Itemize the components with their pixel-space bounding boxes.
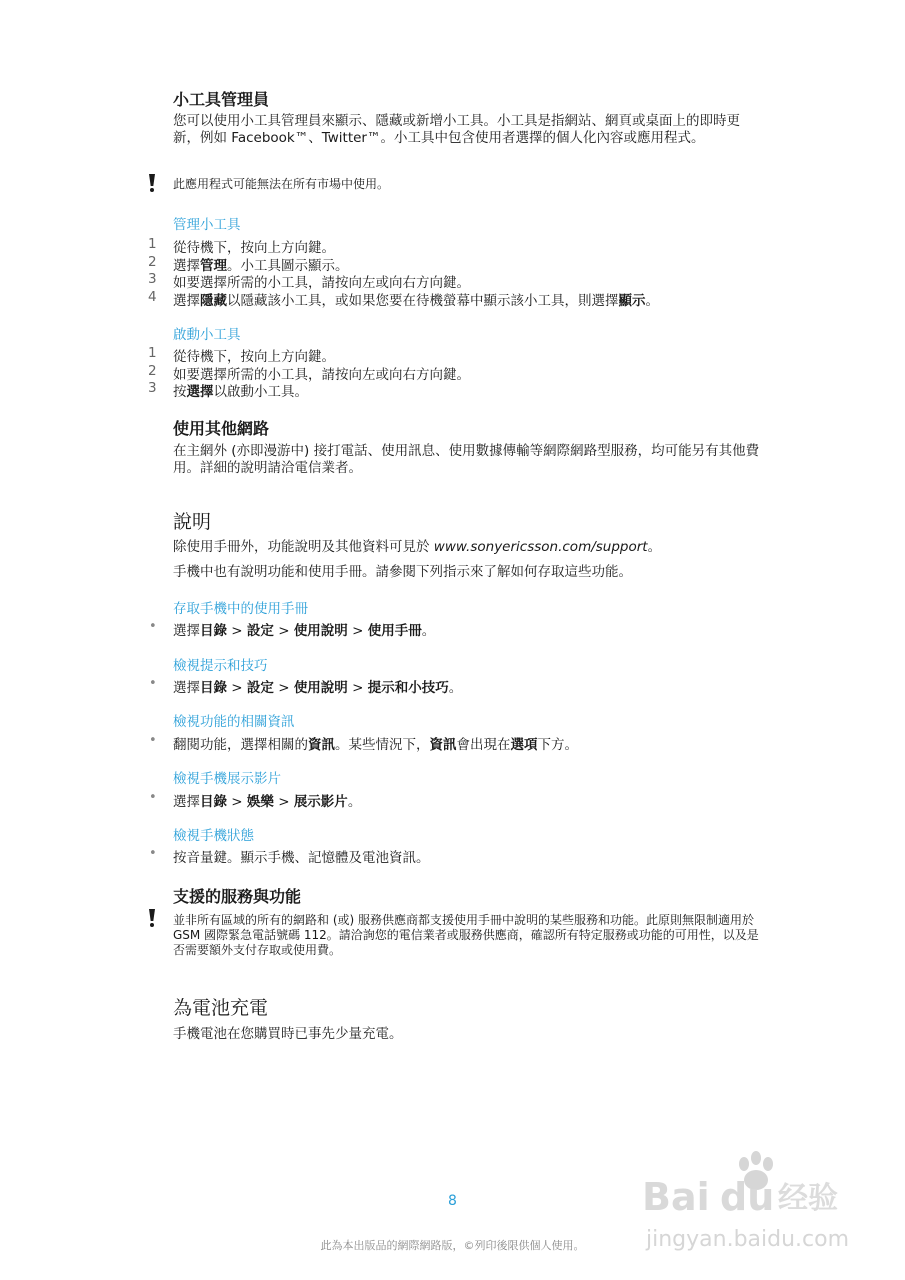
step-text: 選擇隱藏以隱藏該小工具，或如果您要在待機螢幕中顯示該小工具，則選擇顯示。 bbox=[173, 293, 659, 309]
subheading-manage-widgets: 管理小工具 bbox=[173, 217, 241, 233]
step-text: 按選擇以啟動小工具。 bbox=[173, 384, 308, 400]
help-item-text: 選擇目錄 > 娛樂 > 展示影片。 bbox=[173, 794, 362, 810]
step-text: 從待機下，按向上方向鍵。 bbox=[173, 240, 335, 256]
bullet-icon: • bbox=[149, 790, 157, 805]
subheading-user-guide: 存取手機中的使用手冊 bbox=[173, 601, 308, 617]
subheading-start-widgets: 啟動小工具 bbox=[173, 327, 241, 343]
networks-text: 在主網外 (亦即漫游中) 接打電話、使用訊息、使用數據傳輸等網際網路型服務，均可能另有其他費用。詳細的說明請洽電信業者。 bbox=[173, 443, 760, 476]
warning-icon bbox=[147, 908, 157, 928]
bullet-icon: • bbox=[149, 733, 157, 748]
step-number: 3 bbox=[148, 380, 157, 396]
subheading-function-info: 檢視功能的相關資訊 bbox=[173, 714, 295, 730]
step-number: 1 bbox=[148, 345, 157, 361]
page-number: 8 bbox=[448, 1193, 457, 1209]
step-text: 如要選擇所需的小工具，請按向左或向右方向鍵。 bbox=[173, 367, 470, 383]
svg-text:Bai: Bai bbox=[642, 1175, 710, 1219]
services-note: 並非所有區域的所有的網路和 (或) 服務供應商都支援使用手冊中說明的某些服務和功能。此原則無限制適用於 GSM 國際緊急電話號碼 112。請洽詢您的電信業者或服務供應商，確認所有特定服務或功能的可用性，以及是否需要額外支付存取或使用費。 bbox=[173, 913, 759, 957]
subheading-phone-status: 檢視手機狀態 bbox=[173, 828, 254, 844]
section-heading-widget-manager: 小工具管理員 bbox=[173, 90, 270, 109]
subheading-tips: 檢視提示和技巧 bbox=[173, 658, 268, 674]
section-heading-help: 說明 bbox=[173, 511, 212, 533]
section-heading-supported-services: 支援的服務與功能 bbox=[173, 887, 302, 906]
svg-text:经验: 经验 bbox=[778, 1181, 838, 1216]
help-paragraph-1: 除使用手冊外，功能說明及其他資料可見於 www.sonyericsson.com/support。 bbox=[173, 539, 662, 555]
help-item-text: 選擇目錄 > 設定 > 使用說明 > 使用手冊。 bbox=[173, 623, 436, 639]
step-number: 4 bbox=[148, 289, 157, 305]
bullet-icon: • bbox=[149, 676, 157, 691]
step-number: 1 bbox=[148, 236, 157, 252]
svg-text:du: du bbox=[720, 1175, 775, 1219]
step-text: 從待機下，按向上方向鍵。 bbox=[173, 349, 335, 365]
warning-icon bbox=[147, 173, 157, 193]
support-url: www.sonyericsson.com/support bbox=[433, 539, 648, 555]
subheading-demo-videos: 檢視手機展示影片 bbox=[173, 771, 281, 787]
svg-text:jingyan.baidu.com: jingyan.baidu.com bbox=[646, 1227, 850, 1252]
section-heading-battery: 為電池充電 bbox=[173, 997, 269, 1019]
step-number: 3 bbox=[148, 271, 157, 287]
battery-text: 手機電池在您購買時已事先少量充電。 bbox=[173, 1026, 403, 1042]
widget-intro-text: 您可以使用小工具管理員來顯示、隱藏或新增小工具。小工具是指網站、網頁或桌面上的即時更新，例如 Facebook™、Twitter™。小工具中包含使用者選擇的個人化內容或應用程式。 bbox=[173, 113, 740, 146]
help-item-text: 按音量鍵。顯示手機、記憶體及電池資訊。 bbox=[173, 850, 430, 866]
baidu-watermark-logo bbox=[640, 1148, 870, 1268]
bullet-icon: • bbox=[149, 846, 157, 861]
bullet-icon: • bbox=[149, 619, 157, 634]
availability-note: 此應用程式可能無法在所有市場中使用。 bbox=[173, 177, 390, 191]
footer-text: 此為本出版品的網際網路版，©列印後限供個人使用。 bbox=[320, 1239, 585, 1252]
step-text: 選擇管理。小工具圖示顯示。 bbox=[173, 258, 349, 274]
step-text: 如要選擇所需的小工具，請按向左或向右方向鍵。 bbox=[173, 275, 470, 291]
help-paragraph-2: 手機中也有說明功能和使用手冊。請參閱下列指示來了解如何存取這些功能。 bbox=[173, 564, 632, 580]
help-item-text: 選擇目錄 > 設定 > 使用說明 > 提示和小技巧。 bbox=[173, 680, 463, 696]
step-number: 2 bbox=[148, 363, 157, 379]
section-heading-other-networks: 使用其他網路 bbox=[173, 419, 270, 438]
help-item-text: 翻閱功能，選擇相關的資訊。某些情況下，資訊會出現在選項下方。 bbox=[173, 737, 578, 753]
step-number: 2 bbox=[148, 254, 157, 270]
